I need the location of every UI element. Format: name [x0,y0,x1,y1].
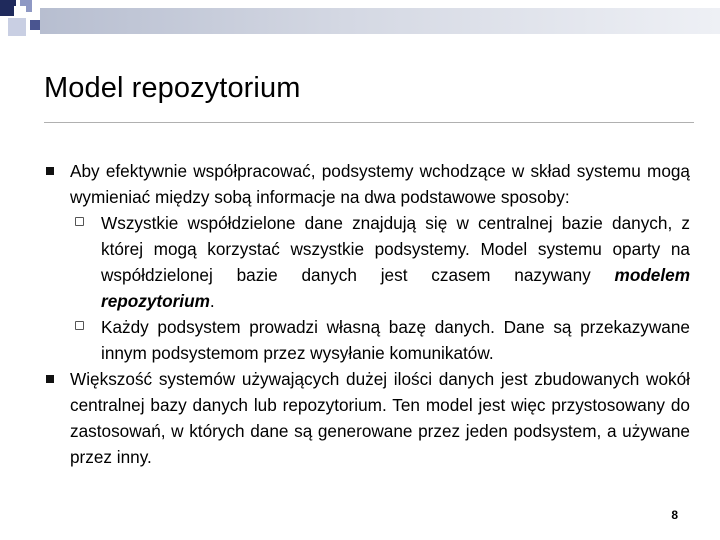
header-band [40,8,720,34]
emphasis-term: modelem repozytorium [101,265,690,311]
deco-square-light [8,18,26,36]
page-number: 8 [671,508,678,522]
hollow-square-bullet-icon [75,321,84,330]
deco-square-white [14,6,26,18]
bullet-item-1 [44,158,690,366]
deco-square-small [30,20,40,30]
square-bullet-icon [46,167,54,175]
sub-item-text-end: . [209,291,215,311]
bullet-item-2 [44,366,690,470]
sub-item-2 [70,314,690,366]
hollow-square-bullet-icon [75,217,84,226]
title-divider [44,122,694,123]
bullet-text: Większość systemów używających dużej ilości danych jest zbudowanych wokół centralnej bazy danych lub repozytorium. Ten model jest więc przystosowany do zastosowań, w których dane są generowane przez jeden podsystem, a używane przez inny. [70,369,690,467]
sub-item-text: Wszystkie współdzielone dane znajdują się w centralnej bazie danych, z której mogą korzystać wszystkie podsystemy. Model systemu oparty na współdzielonej bazie danych jest czasem nazywany [101,213,690,285]
slide-content [44,158,690,470]
slide-title: Model repozytorium [44,72,301,104]
square-bullet-icon [46,375,54,383]
sub-item-text: Każdy podsystem prowadzi własną bazę danych. Dane są przekazywane innym podsystemom przez wysyłanie komunikatów. [101,317,690,363]
bullet-text: Aby efektywnie współpracować, podsystemy wchodzące w skład systemu mogą wymieniać między sobą informacje na dwa podstawowe sposoby: [70,161,690,207]
sub-item-1 [70,210,690,314]
